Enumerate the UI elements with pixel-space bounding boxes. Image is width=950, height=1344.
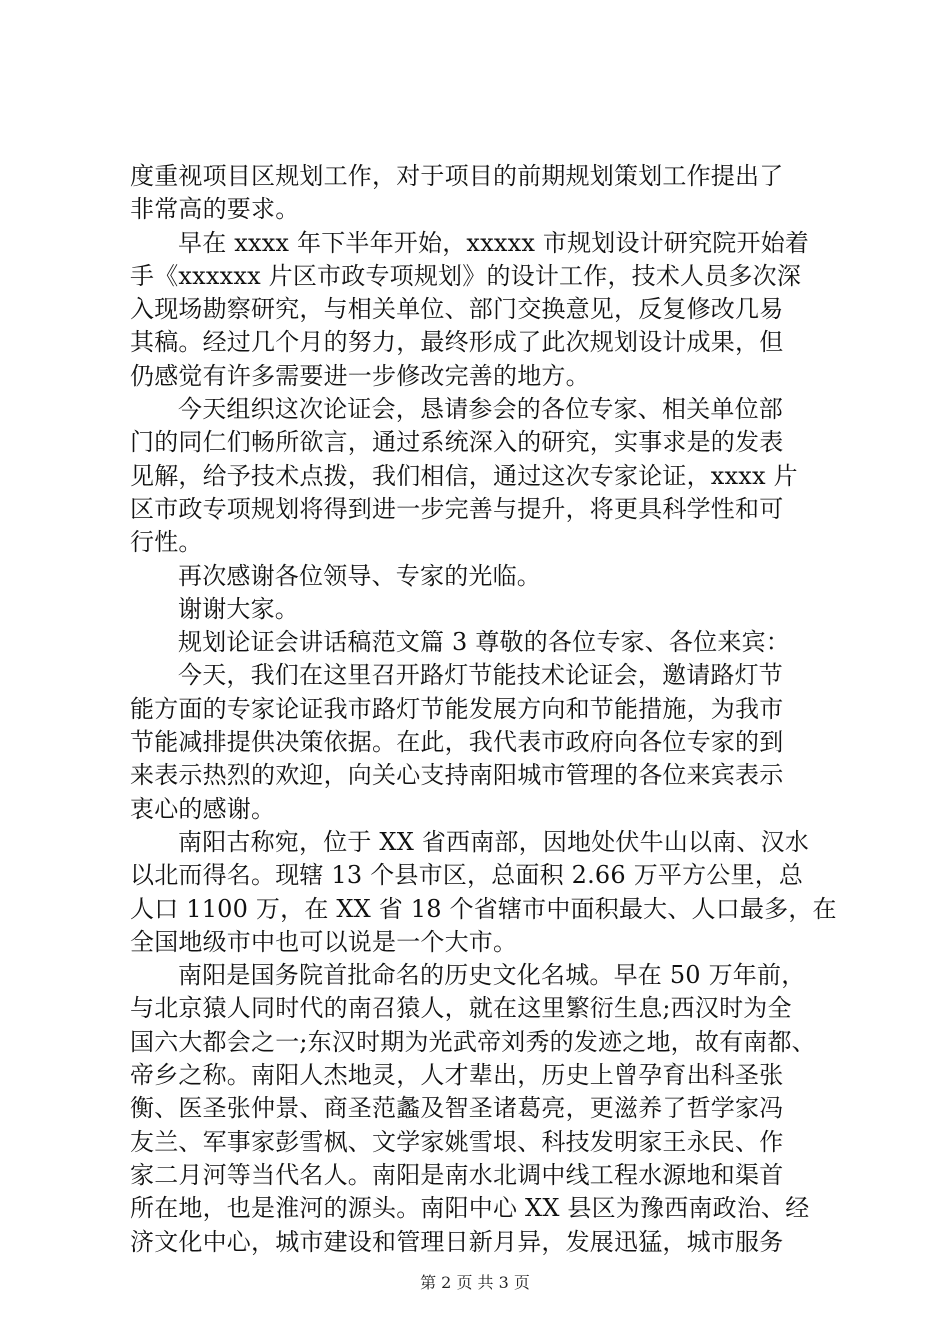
text-line: 与北京猿人同时代的南召猿人，就在这里繁衍生息;西汉时为全: [130, 994, 792, 1023]
text-line: 其稿。经过几个月的努力，最终形成了此次规划设计成果，但: [130, 328, 784, 357]
text-line: 节能减排提供决策依据。在此，我代表市政府向各位专家的到: [130, 728, 784, 757]
text-line: 规划论证会讲话稿范文篇 3 尊敬的各位专家、各位来宾：: [178, 628, 790, 657]
text-line: 非常高的要求。: [130, 195, 300, 224]
text-line: 帝乡之称。南阳人杰地灵，人才辈出，历史上曾孕育出科圣张: [130, 1061, 784, 1090]
text-line: 南阳古称宛，位于 XX 省西南部，因地处伏牛山以南、汉水: [178, 827, 810, 856]
text-line: 今天，我们在这里召开路灯节能技术论证会，邀请路灯节: [178, 661, 783, 690]
text-line: 家二月河等当代名人。南阳是南水北调中线工程水源地和渠首: [130, 1160, 784, 1189]
text-line: 南阳是国务院首批命名的历史文化名城。早在 50 万年前，: [178, 961, 806, 990]
text-line: 行性。: [130, 528, 203, 557]
text-line: 今天组织这次论证会，恳请参会的各位专家、相关单位部: [178, 395, 783, 424]
text-line: 手《xxxxxx 片区市政专项规划》的设计工作，技术人员多次深: [130, 261, 802, 290]
text-line: 度重视项目区规划工作，对于项目的前期规划策划工作提出了: [130, 162, 784, 190]
text-line: 所在地，也是淮河的源头。南阳中心 XX 县区为豫西南政治、经: [130, 1194, 810, 1223]
text-line: 衡、医圣张仲景、商圣范蠡及智圣诸葛亮，更滋养了哲学家冯: [130, 1094, 784, 1123]
page-footer: 第 2 页 共 3 页: [420, 1273, 530, 1292]
text-line: 谢谢大家。: [178, 594, 299, 623]
text-line: 早在 xxxx 年下半年开始，xxxxx 市规划设计研究院开始着: [178, 228, 810, 257]
text-line: 人口 1100 万，在 XX 省 18 个省辖市中面积最大、人口最多，在: [130, 894, 837, 923]
text-line: 再次感谢各位领导、专家的光临。: [178, 561, 541, 590]
text-line: 入现场勘察研究，与相关单位、部门交换意见，反复修改几易: [130, 295, 784, 324]
text-line: 全国地级市中也可以说是一个大市。: [130, 927, 518, 956]
text-line: 能方面的专家论证我市路灯节能发展方向和节能措施，为我市: [130, 694, 784, 723]
document-body: [130, 160, 837, 1259]
text-line: 仍感觉有许多需要进一步修改完善的地方。: [130, 361, 590, 390]
text-line: 见解，给予技术点拨，我们相信，通过这次专家论证，xxxx 片: [130, 461, 798, 490]
text-line: 区市政专项规划将得到进一步完善与提升，将更具科学性和可: [130, 494, 784, 523]
text-line: 来表示热烈的欢迎，向关心支持南阳城市管理的各位来宾表示: [130, 761, 784, 790]
text-line: 济文化中心，城市建设和管理日新月异，发展迅猛，城市服务: [130, 1227, 784, 1256]
text-line: 衷心的感谢。: [130, 794, 276, 823]
text-line: 友兰、军事家彭雪枫、文学家姚雪垠、科技发明家王永民、作: [130, 1127, 784, 1156]
text-line: 以北而得名。现辖 13 个县市区，总面积 2.66 万平方公里，总: [130, 861, 804, 890]
text-line: 门的同仁们畅所欲言，通过系统深入的研究，实事求是的发表: [130, 428, 784, 457]
text-line: 国六大都会之一;东汉时期为光武帝刘秀的发迹之地，故有南都、: [130, 1027, 816, 1056]
